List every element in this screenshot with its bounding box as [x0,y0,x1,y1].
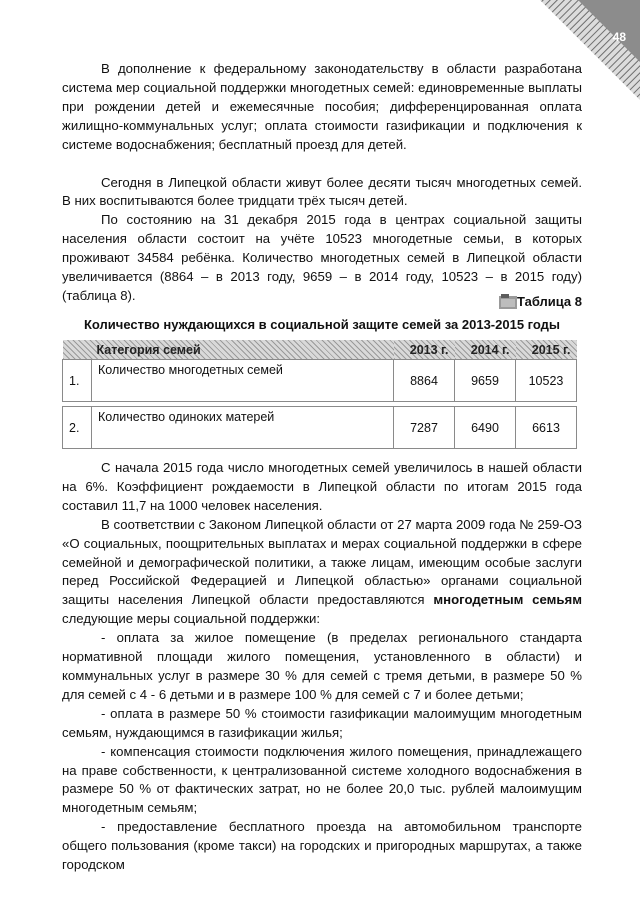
measure-item: - оплата в размере 50 % стоимости газификации малоимущим многодетным семьям, нуждающимся в газификации жилья; [62,705,582,740]
row-number: 2. [63,407,92,449]
table-title: Количество нуждающихся в социальной защите семей за 2013-2015 годы [83,317,561,332]
table-row [63,360,577,402]
page-number: 48 [612,30,626,44]
families-count-paragraph: Сегодня в Липецкой области живут более десяти тысяч многодетных семей. В них воспитываются более тридцати трёх тысяч детей. [62,174,582,209]
measure-item: - компенсация стоимости подключения жилого помещения, принадлежащего на праве собственности, к централизованной системе холодного водоснабжения в размере 50 % от фактических затрат, но не более 20,0 тыс. рублей малоимущим многодетным семьям; [62,743,582,816]
header-2013: 2013 г. [394,340,455,360]
birth-rate-paragraph: С начала 2015 года число многодетных семей увеличилось в нашей области на 6%. Коэффициент рождаемости в Липецкой области по итогам 2015 года составил 11,7 на 1000 человек населения. [62,460,582,513]
law-emphasis: многодетным семьям [433,592,582,608]
header-2014: 2014 г. [455,340,516,360]
header-2015: 2015 г. [516,340,577,360]
table-row [63,407,577,449]
header-category: Категория семей [63,340,394,360]
table-caption [62,294,582,312]
intro-section [62,60,582,306]
cell-2015: 6613 [516,407,577,449]
row-number: 1. [63,360,92,402]
cell-2015: 10523 [516,360,577,402]
measure-item: - оплата за жилое помещение (в пределах регионального стандарта нормативной площади жилого помещения, установленного в области) и коммунальных услуг в размере 30 % для семей с тремя детьми, в размере 50 % для семей с 4 - 6 детьми и в размере 100 % для семей с 7 и более детьми; [62,630,582,702]
row-category: Количество одиноких матерей [92,407,394,449]
table-icon [498,294,518,310]
cell-2013: 7287 [394,407,455,449]
cell-2014: 6490 [455,407,516,449]
row-category: Количество многодетных семей [92,360,394,402]
families-table [62,340,577,449]
statistics-paragraph: По состоянию на 31 декабря 2015 года в центрах социальной защиты населения области состоит на учёте 10523 многодетные семьи, в которых проживают 34584 ребёнка. Количество многодетных семей в Липецкой области увеличивается (8864 – в 2013 году, 9659 – в 2014 году, 10523 – в 2015 году) (таблица 8). [62,212,582,303]
cell-2013: 8864 [394,360,455,402]
measure-item: - предоставление бесплатного проезда на автомобильном транспорте общего пользования (кроме такси) на городских и пригородных маршрутах, а также городском [62,819,582,873]
table-header-row [63,340,577,360]
support-measures-section [62,459,582,875]
cell-2014: 9659 [455,360,516,402]
intro-paragraph: В дополнение к федеральному законодательству в области разработана система мер социальной поддержки многодетных семей: единовременные выплаты при рождении детей и ежемесячные пособия; дифференцированная оплата жилищно-коммунальных услуг; оплата стоимости газификации и подключения к системе водоснабжения; бесплатный проезд для детей. [62,61,582,152]
law-text: В соответствии с Законом Липецкой области от 27 марта 2009 года № 259-ОЗ «О социальных, поощрительных выплатах и мерах социальной поддержки в сфере семейной и демографической политики, а также лицам, имеющим особые заслуги перед Российской Федерацией и Липецкой областью» органами социальной защиты населения Липецкой области предоставляются [62,516,582,608]
law-text-end: следующие меры социальной поддержки: [62,611,321,627]
table-label: Таблица 8 [516,294,582,309]
law-paragraph [62,516,582,629]
